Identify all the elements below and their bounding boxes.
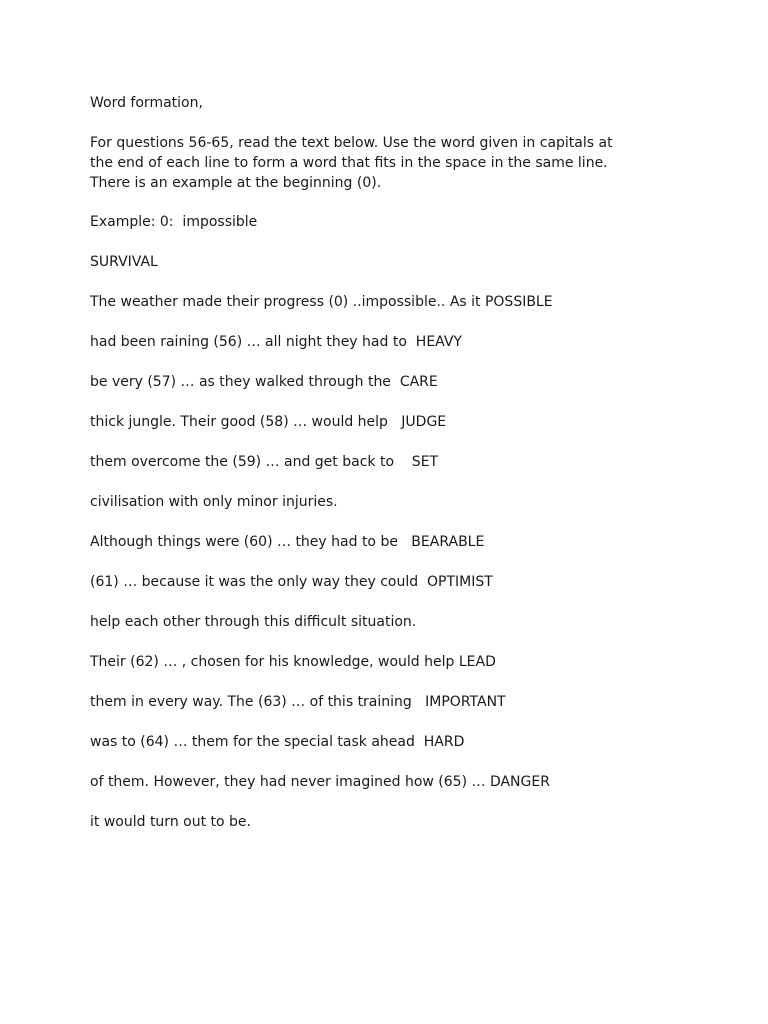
text-line: The weather made their progress (0) ..impossible.. As it POSSIBLE [90, 294, 553, 310]
text-line: it would turn out to be. [90, 814, 251, 830]
text-line: help each other through this difficult situation. [90, 614, 417, 630]
instructions-paragraph [90, 133, 690, 193]
text-line: them overcome the (59) … and get back to SET [90, 454, 439, 470]
text-line: Although things were (60) … they had to be BEARABLE [90, 534, 485, 550]
text-line: of them. However, they had never imagined how (65) … DANGER [90, 774, 550, 790]
text-title: SURVIVAL [90, 254, 158, 270]
text-line: was to (64) … them for the special task ahead HARD [90, 734, 465, 750]
text-line: be very (57) … as they walked through the CARE [90, 374, 438, 390]
text-line: had been raining (56) … all night they had to HEAVY [90, 334, 462, 350]
text-line: thick jungle. Their good (58) … would help JUDGE [90, 414, 447, 430]
document-page [90, 93, 690, 852]
document-heading: Word formation, [90, 95, 203, 111]
exercise-text [90, 292, 690, 832]
example-line: Example: 0: impossible [90, 214, 258, 230]
text-line: civilisation with only minor injuries. [90, 494, 338, 510]
instructions-line: the end of each line to form a word that fits in the space in the same line. [90, 155, 608, 171]
instructions-line: There is an example at the beginning (0). [90, 175, 382, 191]
text-line: Their (62) … , chosen for his knowledge, would help LEAD [90, 654, 496, 670]
text-line: them in every way. The (63) … of this training IMPORTANT [90, 694, 506, 710]
instructions-line: For questions 56-65, read the text below. Use the word given in capitals at [90, 135, 613, 151]
text-line: (61) … because it was the only way they could OPTIMIST [90, 574, 493, 590]
